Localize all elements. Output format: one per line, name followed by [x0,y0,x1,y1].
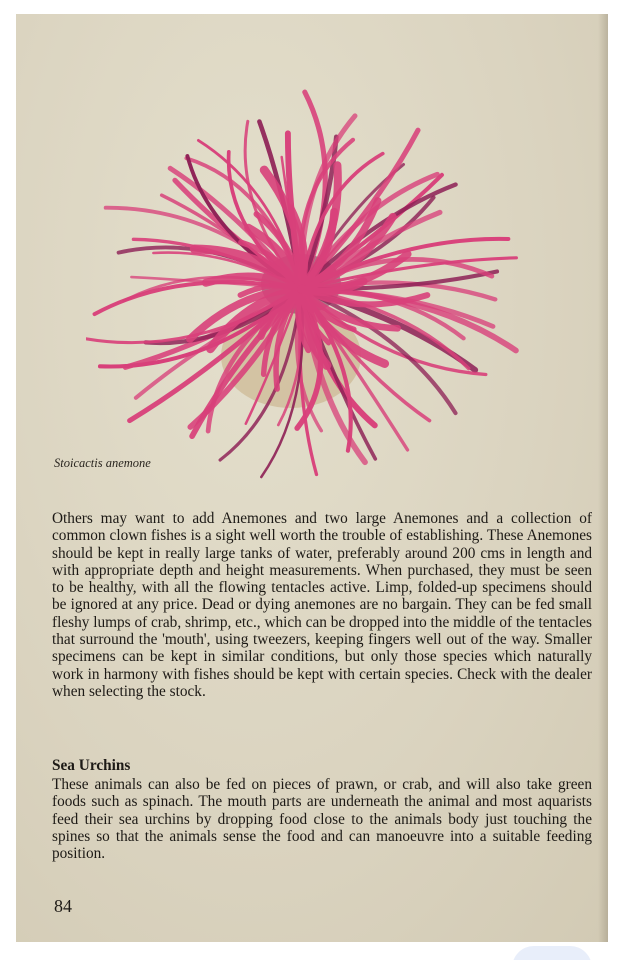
anemone-tentacles [86,92,516,477]
page-edge-shadow [598,14,608,942]
page-number: 84 [54,896,72,916]
figure-caption: Stoicactis anemone [54,456,151,470]
section-heading-sea-urchins: Sea Urchins [52,757,131,774]
book-page [16,14,608,942]
viewer-corner-element [512,946,592,960]
anemone-illustration [86,34,586,484]
section-paragraph-sea-urchins: These animals can also be fed on pieces of prawn, or crab, and will also take green foods such as spinach. The mouth parts are underneath the animal and most aquarists feed their sea urchins by dropping food close to the animals body just touching the spines so that the animals sense the food and can manoeuvre into a suitable feeding position. [52,776,592,863]
body-paragraph: Others may want to add Anemones and two large Anemones and a collection of common clown fishes is a sight well worth the trouble of establishing. These Anemones should be kept in really large tanks of water, preferably around 200 cms in length and with appropriate depth and height measurements. When purchased, they must be seen to be healthy, with all the flowing tentacles active. Limp, folded-up specimens should be ignored at any price. Dead or dying anemones are no bargain. They can be fed small fleshy lumps of crab, shrimp, etc., which can be dropped into the middle of the tentacles that surround the 'mouth', using tweezers, keeping fingers well out of the way. Smaller specimens can be kept in similar conditions, but only those species which naturally work in harmony with fishes should be kept with certain species. Check with the dealer when selecting the stock. [52,510,592,700]
